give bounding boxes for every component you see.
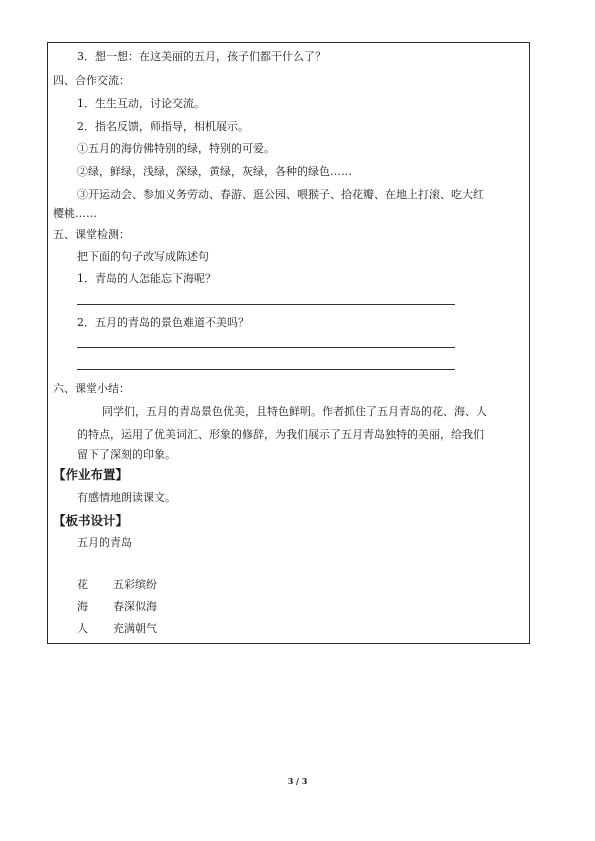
board-value-sea: 春深似海 — [113, 600, 157, 613]
answer-two: ②绿，鲜绿，浅绿，深绿，黄绿，灰绿，各种的绿色…… — [77, 165, 352, 178]
exercise-instruction: 把下面的句子改写成陈述句 — [77, 250, 209, 263]
answer-three: ③开运动会、参加义务劳动、春游、逛公园、喂猴子、拾花瓣、在地上打滚、吃大红 — [77, 188, 484, 201]
exercise-one: 1．青岛的人怎能忘下海呢？ — [77, 272, 216, 285]
answer-three-cont: 樱桃…… — [53, 207, 97, 220]
board-heading: 【板书设计】 — [53, 513, 129, 528]
summary-line-3: 留下了深刻的印象。 — [77, 448, 176, 461]
homework-text: 有感情地朗读课文。 — [77, 491, 176, 504]
section-four-title: 四、合作交流： — [53, 74, 130, 87]
answer-line-2 — [77, 347, 455, 348]
answer-line-1 — [77, 304, 455, 305]
page-number: 3 / 3 — [287, 776, 308, 786]
step-interaction: 1．生生互动，讨论交流。 — [77, 97, 205, 110]
answer-line-3 — [77, 369, 455, 370]
summary-line-2: 的特点，运用了优美词汇、形象的修辞，为我们展示了五月青岛独特的美丽，给我们 — [77, 428, 484, 441]
homework-heading: 【作业布置】 — [53, 467, 129, 482]
board-value-flower: 五彩缤纷 — [113, 578, 157, 591]
board-key-sea: 海 — [77, 600, 88, 613]
summary-line-1: 同学们，五月的青岛景色优美，且特色鲜明。作者抓住了五月青岛的花、海、人 — [102, 405, 487, 418]
think-question: 3．想一想：在这美丽的五月，孩子们都干什么了？ — [77, 50, 326, 63]
board-key-flower: 花 — [77, 578, 88, 591]
section-six-title: 六、课堂小结： — [53, 382, 130, 395]
board-key-people: 人 — [77, 622, 88, 635]
step-feedback: 2．指名反馈，师指导，相机展示。 — [77, 120, 249, 133]
exercise-two: 2．五月的青岛的景色难道不美吗？ — [77, 316, 249, 329]
board-title: 五月的青岛 — [77, 536, 132, 549]
section-five-title: 五、课堂检测： — [53, 228, 130, 241]
answer-one: ①五月的海仿佛特别的绿，特别的可爱。 — [77, 142, 275, 155]
board-value-people: 充满朝气 — [113, 622, 157, 635]
